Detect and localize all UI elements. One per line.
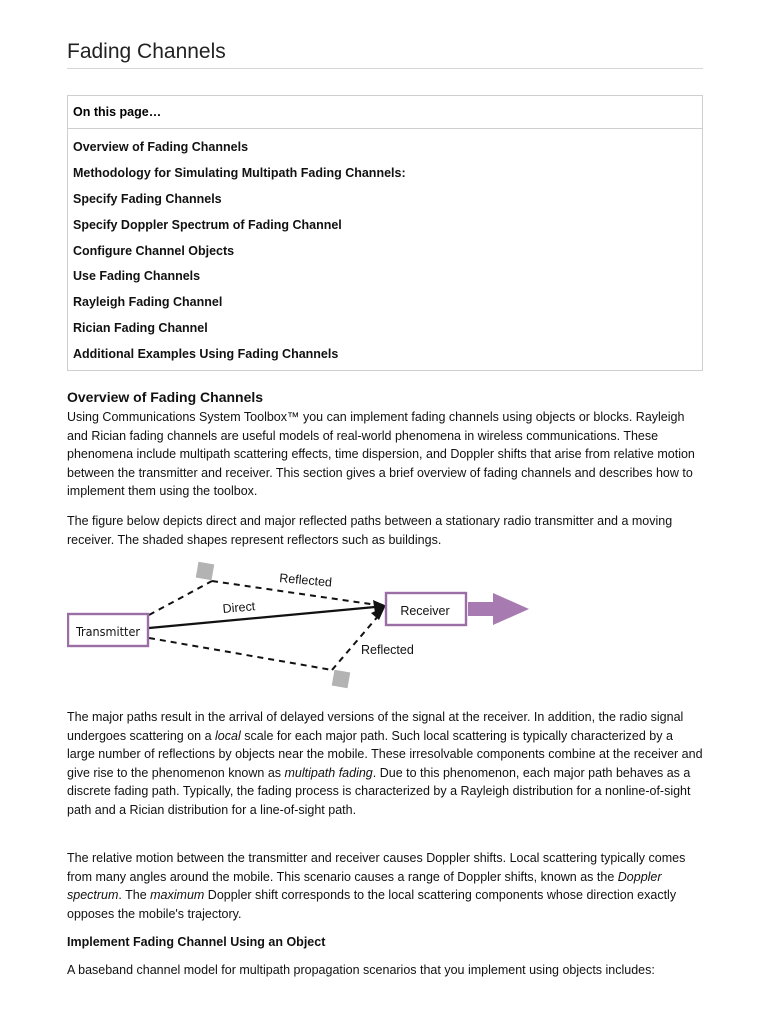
reflected-path-bottom-1 bbox=[149, 638, 332, 670]
p4-text-c: . The bbox=[118, 888, 151, 903]
toc-link-rayleigh[interactable]: Rayleigh Fading Channel bbox=[73, 295, 223, 310]
title-divider bbox=[67, 68, 703, 69]
p4-emphasis-maximum: maximum bbox=[150, 888, 205, 903]
section-heading-implement: Implement Fading Channel Using an Object bbox=[67, 935, 326, 949]
on-this-page-box bbox=[67, 95, 703, 371]
motion-arrow-shaft bbox=[468, 602, 496, 616]
p3-emphasis-multipath: multipath fading bbox=[284, 765, 373, 780]
overview-paragraph-4 bbox=[67, 849, 703, 923]
overview-paragraph-1: Using Communications System Toolbox™ you can implement fading channels using objects or blocks. Rayleigh and Rician fading channels are useful models of real-world phenomena in wireless communications. These phenomena include multipath scattering effects, time dispersion, and Doppler shifts that arise from relative motion between the transmitter and receiver. This section gives a brief overview of fading channels and describes how to implement them using the toolbox. bbox=[67, 410, 695, 499]
p4-text-e: Doppler shift corresponds to the local scattering components whose direction exactly opposes the mobile's trajectory. bbox=[67, 888, 677, 921]
reflector-top bbox=[196, 562, 215, 581]
toc-link-specify-fading[interactable]: Specify Fading Channels bbox=[73, 191, 222, 206]
motion-arrow-head bbox=[493, 593, 529, 625]
toc-link-rician[interactable]: Rician Fading Channel bbox=[73, 321, 208, 336]
reflected-label-bottom: Reflected bbox=[361, 643, 414, 657]
transmitter-label: Transmitter bbox=[76, 624, 140, 639]
implement-paragraph-1: A baseband channel model for multipath propagation scenarios that you implement using objects includes: bbox=[67, 963, 655, 977]
toc-heading: On this page… bbox=[68, 96, 702, 129]
p3-text-e: . Due to this phenomenon, each major path behaves as a discrete fading path. Typically, the fading process is characterized by a Rayleigh distribution for a nonline-of-sight path and a Rician distribution for a line-of-sight path. bbox=[67, 765, 691, 817]
toc-link-use-fading[interactable]: Use Fading Channels bbox=[73, 269, 201, 284]
receiver-label: Receiver bbox=[400, 604, 450, 618]
overview-paragraph-3 bbox=[67, 708, 703, 820]
page-title: Fading Channels bbox=[67, 40, 226, 63]
section-heading-overview: Overview of Fading Channels bbox=[67, 389, 264, 405]
p3-text-a: The major paths result in the arrival of delayed versions of the signal at the receiver. In addition, the radio signal undergoes scattering on a bbox=[67, 710, 684, 743]
toc-link-methodology[interactable]: Methodology for Simulating Multipath Fading Channels: bbox=[73, 165, 406, 180]
overview-paragraph-2: The figure below depicts direct and major reflected paths between a stationary radio transmitter and a moving receiver. The shaded shapes represent reflectors such as buildings. bbox=[67, 514, 673, 547]
reflector-bottom bbox=[332, 670, 351, 689]
toc-link-doppler-spectrum[interactable]: Specify Doppler Spectrum of Fading Channel bbox=[73, 217, 342, 232]
toc-link-additional-examples[interactable]: Additional Examples Using Fading Channels bbox=[73, 347, 339, 362]
toc-link-configure-objects[interactable]: Configure Channel Objects bbox=[73, 243, 235, 258]
toc-list bbox=[68, 129, 702, 368]
direct-path bbox=[149, 607, 375, 628]
reflected-path-top-1 bbox=[149, 581, 212, 615]
multipath-diagram bbox=[67, 555, 703, 700]
toc-link-overview[interactable]: Overview of Fading Channels bbox=[73, 140, 249, 154]
p3-emphasis-local: local bbox=[215, 728, 241, 743]
p4-text-a: The relative motion between the transmitter and receiver causes Doppler shifts. Local scattering typically comes from many angles around the mobile. This scenario causes a range of Doppler shifts, known as the bbox=[67, 851, 686, 884]
p4-emphasis-doppler: Doppler spectrum bbox=[67, 869, 662, 903]
p3-text-c: scale for each major path. Such local scattering is typically characterized by a large number of reflections by objects near the mobile. These irresolvable components combine at the receiver and give rise to the phenomenon known as bbox=[67, 728, 703, 780]
direct-label: Direct bbox=[222, 599, 256, 616]
reflected-label-top: Reflected bbox=[278, 571, 333, 590]
